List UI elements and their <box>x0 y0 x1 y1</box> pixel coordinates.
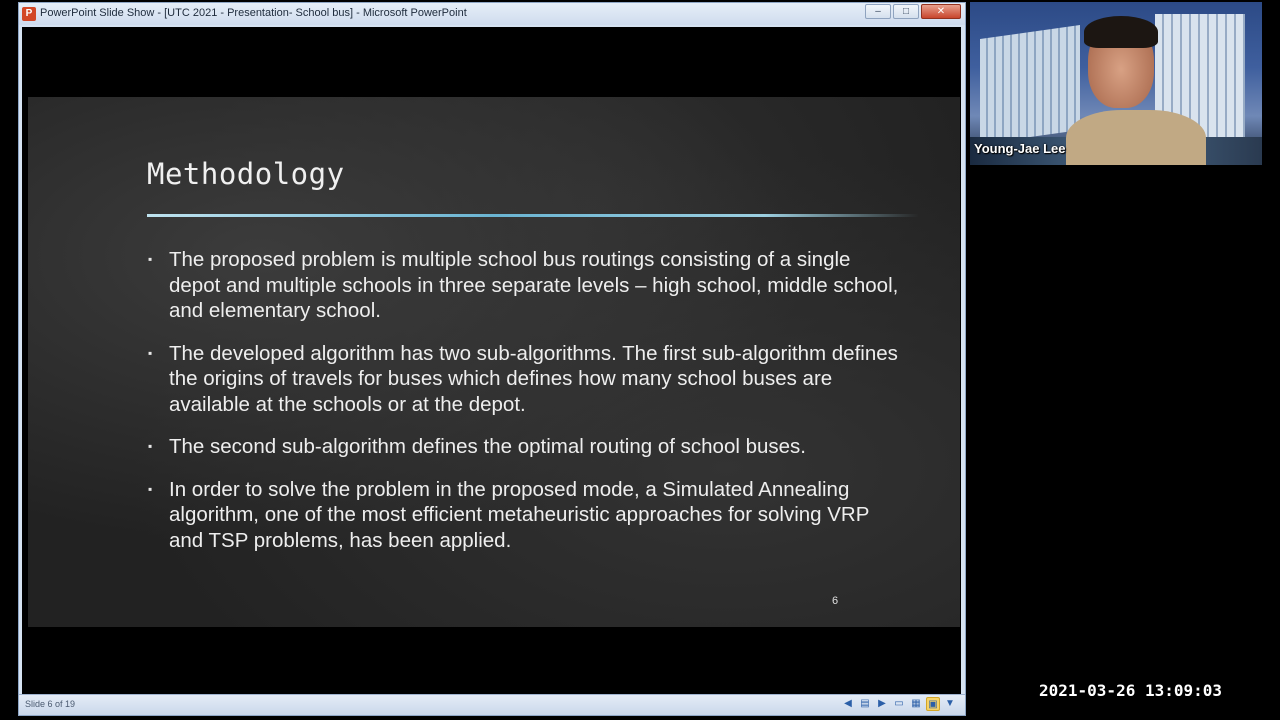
slide-counter: Slide 6 of 19 <box>25 699 76 709</box>
bullet-marker: ▪ <box>148 481 153 496</box>
window-title: PowerPoint Slide Show - [UTC 2021 - Presentation- School bus] - Microsoft PowerPoint <box>40 7 467 19</box>
bullet-marker: ▪ <box>148 252 153 266</box>
next-icon[interactable]: ▶ <box>878 698 886 709</box>
powerpoint-icon[interactable]: P <box>22 7 36 21</box>
bullet-item <box>147 341 907 418</box>
left-margin <box>0 0 18 720</box>
bullet-item <box>147 477 907 554</box>
participant-video[interactable] <box>970 2 1262 165</box>
bullet-marker: ▪ <box>148 439 153 453</box>
slide-sorter-icon[interactable]: ▦ <box>911 698 921 709</box>
slide-show-area[interactable] <box>22 27 961 695</box>
bullet-marker: ▪ <box>148 345 153 360</box>
slide-page-number: 6 <box>832 595 839 607</box>
background-building <box>980 25 1080 144</box>
participant-hair <box>1084 16 1158 48</box>
powerpoint-window <box>18 2 966 716</box>
maximize-button[interactable]: □ <box>893 4 919 19</box>
slide-show-icon[interactable]: ▼ <box>945 698 955 709</box>
participant-torso <box>1066 110 1206 165</box>
normal-view-icon[interactable]: ▭ <box>894 698 904 709</box>
bullet-text: The second sub-algorithm defines the optimal routing of school buses. <box>169 435 807 458</box>
bullet-list <box>147 247 907 570</box>
previous-icon[interactable]: ◀ <box>844 698 852 709</box>
recording-timestamp: 2021-03-26 13:09:03 <box>1039 681 1223 700</box>
participant-name: Young-Jae Lee <box>974 141 1066 156</box>
bullet-text: The developed algorithm has two sub-algorithms. The first sub-algorithm defines the origins of travels for buses which defines how many school buses are available at the schools or at the depot. <box>169 341 898 416</box>
minimize-button[interactable]: – <box>865 4 891 19</box>
reading-view-icon[interactable]: ▣ <box>926 697 940 711</box>
bullet-item <box>147 434 907 460</box>
bullet-text: The proposed problem is multiple school bus routings consisting of a single depot and multiple schools in three separate levels – high school, middle school, and elementary school. <box>169 248 899 322</box>
slide[interactable] <box>28 97 960 627</box>
bullet-item <box>147 247 907 324</box>
bullet-text: In order to solve the problem in the proposed mode, a Simulated Annealing algorithm, one of the most efficient metaheuristic approaches for solving VRP and TSP problems, has been applied. <box>169 477 870 552</box>
slide-title: Methodology <box>147 157 345 191</box>
title-underline <box>147 214 919 217</box>
close-button[interactable]: ✕ <box>921 4 961 19</box>
title-bar[interactable] <box>19 3 965 25</box>
status-bar <box>19 694 965 715</box>
window-controls <box>865 4 961 19</box>
view-controls <box>841 697 957 711</box>
slide-menu-icon[interactable]: ▤ <box>860 698 870 709</box>
participant-avatar <box>1066 14 1186 165</box>
